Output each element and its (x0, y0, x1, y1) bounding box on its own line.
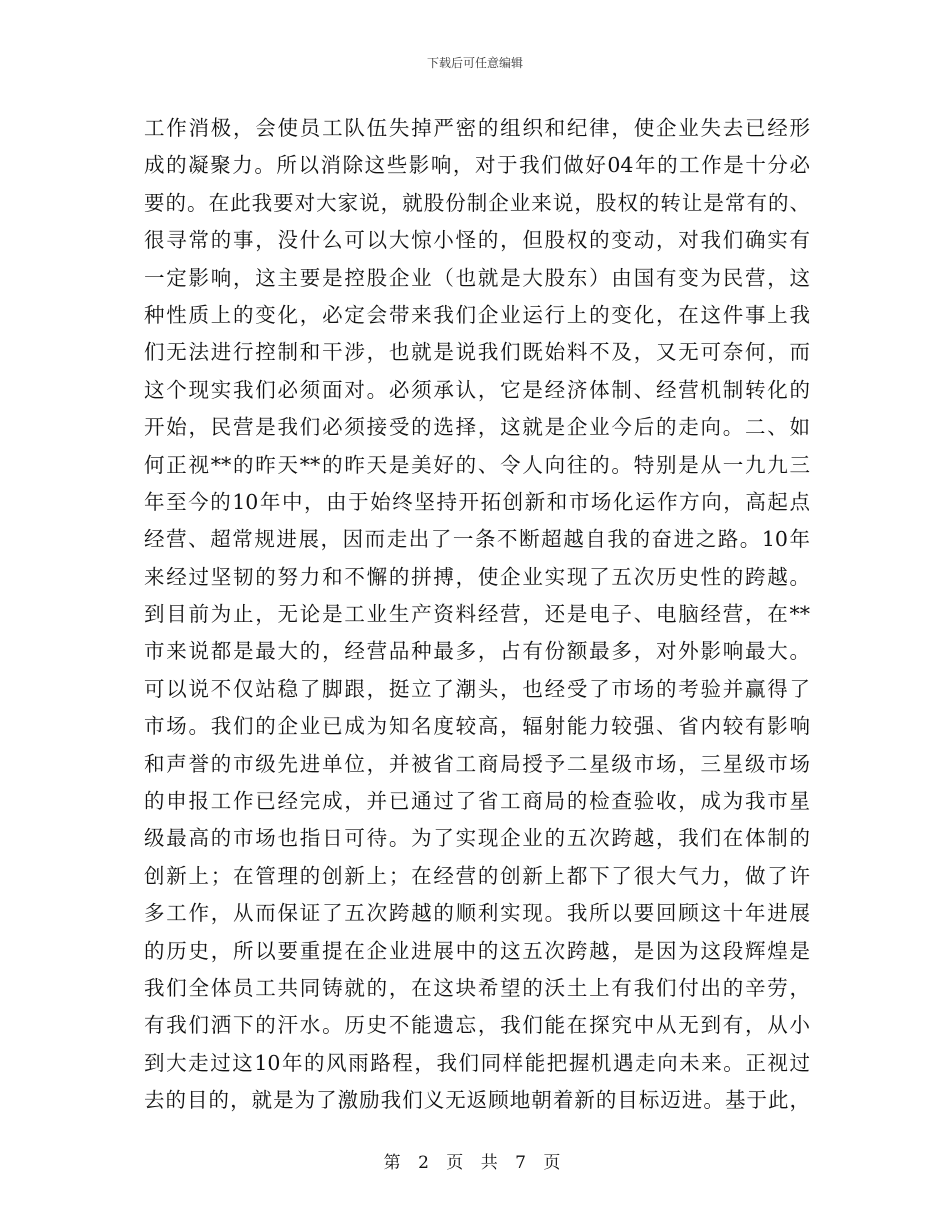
body-line: 市场。我们的企业已成为知名度较高，辐射能力较强、省内较有影响 (144, 714, 810, 739)
page-number-footer: 第 2 页 共 7 页 (383, 1153, 567, 1173)
body-line: 和声誉的市级先进单位，并被省工商局授予二星级市场，三星级市场 (144, 751, 810, 776)
body-line: 这个现实我们必须面对。必须承认，它是经济体制、经营机制转化的 (144, 377, 810, 402)
header-note: 下载后可任意编辑 (426, 56, 523, 70)
body-line: 我们全体员工共同铸就的，在这块希望的沃土上有我们付出的辛劳， (144, 975, 810, 1000)
body-line: 来经过坚韧的努力和不懈的拼搏，使企业实现了五次历史性的跨越。 (144, 564, 810, 589)
body-text (144, 110, 810, 1120)
body-line: 种性质上的变化，必定会带来我们企业运行上的变化，在这件事上我 (144, 302, 810, 327)
body-line: 年至今的10年中，由于始终坚持开拓创新和市场化运作方向，高起点 (144, 489, 810, 514)
body-line: 有我们洒下的汗水。历史不能遗忘，我们能在探究中从无到有，从小 (144, 1013, 810, 1038)
body-line: 可以说不仅站稳了脚跟，挺立了潮头，也经受了市场的考验并赢得了 (144, 676, 810, 701)
body-line: 们无法进行控制和干涉，也就是说我们既始料不及，又无可奈何，而 (144, 340, 810, 365)
body-line: 开始，民营是我们必须接受的选择，这就是企业今后的走向。二、如 (144, 415, 810, 440)
body-line: 的申报工作已经完成，并已通过了省工商局的检查验收，成为我市星 (144, 789, 810, 814)
body-line: 要的。在此我要对大家说，就股份制企业来说，股权的转让是常有的、 (144, 190, 810, 215)
body-line: 成的凝聚力。所以消除这些影响，对于我们做好04年的工作是十分必 (144, 153, 810, 178)
body-line: 很寻常的事，没什么可以大惊小怪的，但股权的变动，对我们确实有 (144, 228, 810, 253)
body-line: 一定影响，这主要是控股企业（也就是大股东）由国有变为民营，这 (144, 265, 810, 290)
body-line: 何正视**的昨天**的昨天是美好的、令人向往的。特别是从一九九三 (144, 452, 810, 477)
body-line: 到目前为止，无论是工业生产资料经营，还是电子、电脑经营，在** (144, 602, 810, 627)
body-line: 创新上；在管理的创新上；在经营的创新上都下了很大气力，做了许 (144, 863, 810, 888)
body-line: 经营、超常规进展，因而走出了一条不断超越自我的奋进之路。10年 (144, 527, 810, 552)
body-line: 工作消极，会使员工队伍失掉严密的组织和纪律，使企业失去已经形 (144, 116, 810, 140)
body-line: 市来说都是最大的，经营品种最多，占有份额最多，对外影响最大。 (144, 639, 810, 664)
body-line: 的历史，所以要重提在企业进展中的这五次跨越，是因为这段辉煌是 (144, 938, 810, 963)
body-line: 级最高的市场也指日可待。为了实现企业的五次跨越，我们在体制的 (144, 826, 810, 851)
body-line: 到大走过这10年的风雨路程，我们同样能把握机遇走向未来。正视过 (144, 1050, 810, 1075)
body-line: 多工作，从而保证了五次跨越的顺利实现。我所以要回顾这十年进展 (144, 901, 810, 926)
body-line: 去的目的，就是为了激励我们义无返顾地朝着新的目标迈进。基于此， (144, 1088, 810, 1113)
